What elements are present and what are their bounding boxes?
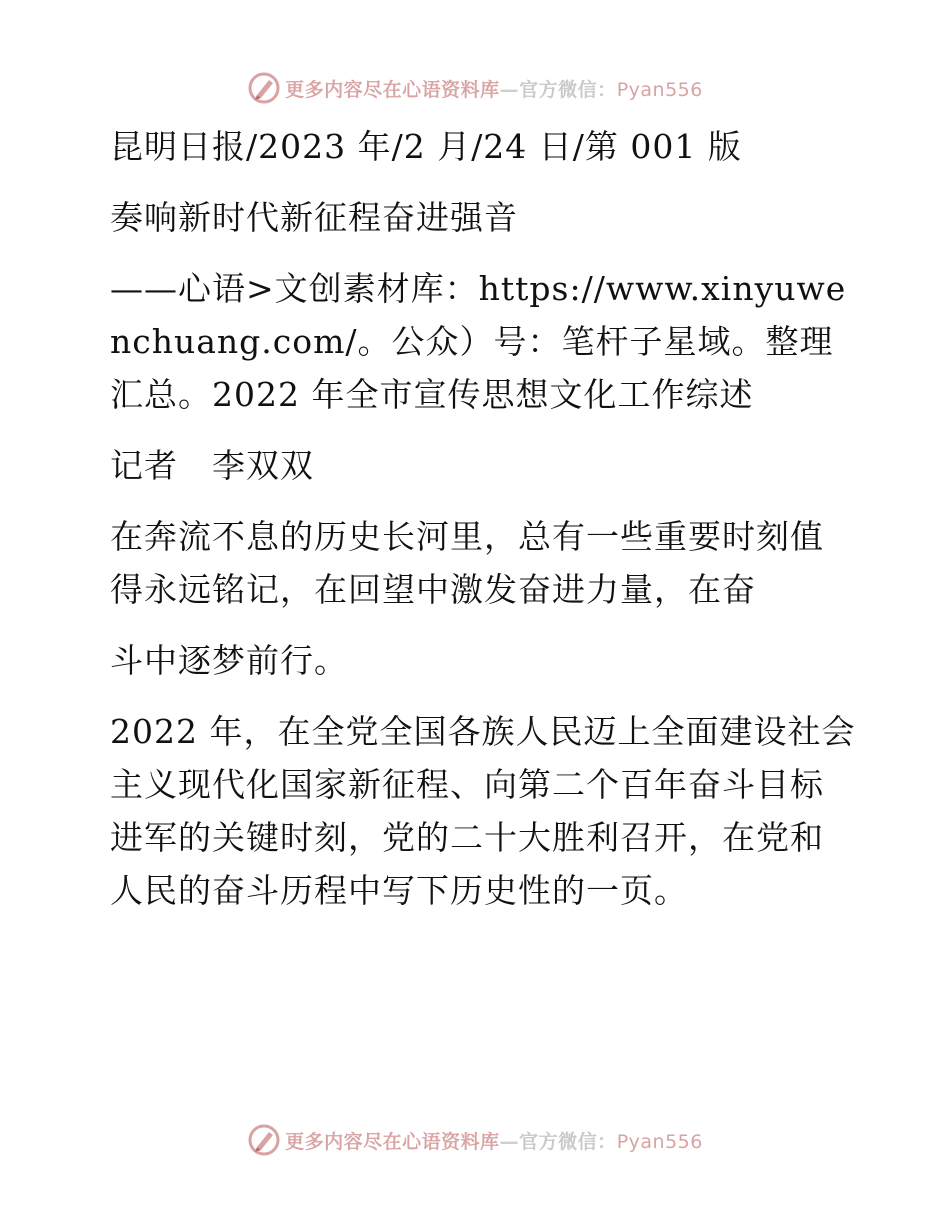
article-subtitle: ——心语>文创素材库：https://www.xinyuwenchuang.com/。公众）号：笔杆子星域。整理汇总。2022 年全市宣传思想文化工作综述 [110,269,847,414]
watermark-dash: — [499,78,520,101]
watermark-main-text: 更多内容尽在心语资料库 [285,78,500,101]
article-paragraph: 2022 年，在全党全国各族人民迈上全面建设社会主义现代化国家新征程、向第二个百年奋斗目标进军的关键时刻，党的二十大胜利召开，在党和人民的奋斗历程中写下历史性的一页。 [110,712,856,910]
watermark-text [285,1127,703,1154]
article-dateline: 昆明日报/2023 年/2 月/24 日/第 001 版 [110,127,742,166]
watermark-footer [0,1120,950,1160]
watermark-text [285,75,703,102]
watermark-sub-text: 官方微信： [519,1130,617,1153]
article-headline: 奏响新时代新征程奋进强音 [110,198,518,237]
watermark-main-text: 更多内容尽在心语资料库 [285,1130,500,1153]
pen-circle-logo-icon [247,71,281,105]
watermark-sub-text: 官方微信： [519,78,617,101]
watermark-dash: — [499,1130,520,1153]
article-body [98,120,856,935]
article-byline: 记者 李双双 [110,446,314,485]
watermark-wechat-id: Pyan556 [616,78,703,101]
article-paragraph: 在奔流不息的历史长河里，总有一些重要时刻值得永远铭记，在回望中激发奋进力量，在奋 [110,517,824,609]
article-paragraph-continued: 斗中逐梦前行。 [110,641,348,680]
watermark-header [0,68,950,108]
watermark-wechat-id: Pyan556 [616,1130,703,1153]
pen-circle-logo-icon [247,1123,281,1157]
